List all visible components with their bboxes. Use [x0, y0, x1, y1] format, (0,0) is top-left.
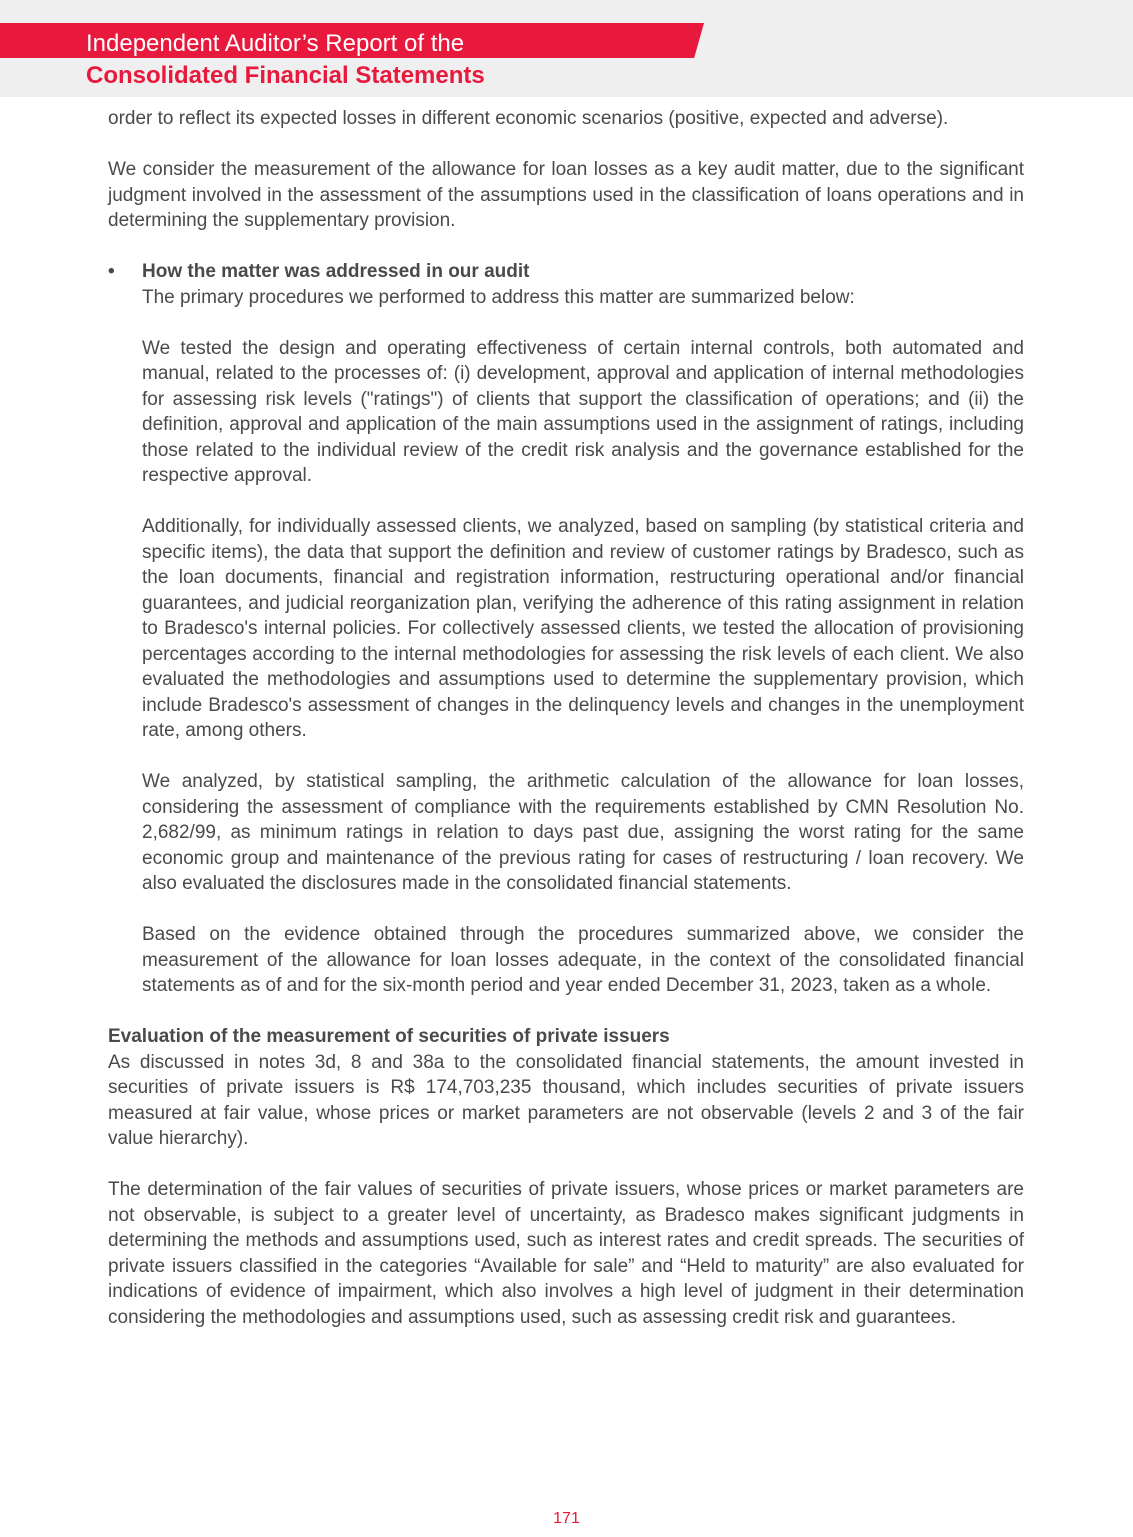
page-number: 171 [553, 1510, 580, 1527]
paragraph: We tested the design and operating effectiveness of certain internal controls, both automated and manual, related to the processes of: (i) development, approval and application of internal methodologies for assessing risk levels ("ratings") of clients that support the classification of operations; and (ii) the definition, approval and application of the main assumptions used in the assignment of ratings, including those related to the individual review of the credit risk analysis and the governance established for the respective approval. [142, 337, 1024, 486]
report-subtitle: Consolidated Financial Statements [86, 62, 485, 89]
paragraph: As discussed in notes 3d, 8 and 38a to the consolidated financial statements, the amount invested in securities of private issuers is R$ 174,703,235 thousand, which includes securities of private issuers measured at fair value, whose prices or market parameters are not observable (levels 2 and 3 of the fair value hierarchy). [108, 1051, 1024, 1149]
paragraph: Additionally, for individually assessed clients, we analyzed, based on sampling (by statistical criteria and specific items), the data that support the definition and review of customer ratings by Bradesco, such as the loan documents, financial and registration information, restructuring operational and/or financial guarantees, and judicial reorganization plan, verifying the adherence of this rating assignment in relation to Bradesco's internal policies. For collectively assessed clients, we tested the allocation of provisioning percentages according to the internal methodologies for assessing the risk levels of each client. We also evaluated the methodologies and assumptions used to determine the supplementary provision, which include Bradesco's assessment of changes in the delinquency levels and changes in the unemployment rate, among others. [142, 516, 1024, 741]
report-body [108, 106, 1024, 1356]
paragraph: Based on the evidence obtained through the procedures summarized above, we consider the measurement of the allowance for loan losses adequate, in the context of the consolidated financial statements as of and for the six-month period and year ended December 31, 2023, taken as a whole. [142, 924, 1024, 996]
paragraph: The primary procedures we performed to address this matter are summarized below: [142, 286, 855, 308]
bullet-icon: • [108, 261, 115, 282]
paragraph: order to reflect its expected losses in different economic scenarios (positive, expected and adverse). [108, 108, 949, 129]
report-title: Independent Auditor’s Report of the [86, 30, 465, 57]
paragraph: We consider the measurement of the allowance for loan losses as a key audit matter, due to the significant judgment involved in the assessment of the assumptions used in the classification of loans operations and in determining the supplementary provision. [108, 159, 1024, 231]
bullet-heading-text: How the matter was addressed in our audit [142, 261, 530, 282]
bullet-heading [108, 259, 1024, 285]
paragraph: We analyzed, by statistical sampling, the arithmetic calculation of the allowance for loan losses, considering the assessment of compliance with the requirements established by CMN Resolution No. 2,682/99, as minimum ratings in relation to days past due, assigning the worst rating for the same economic group and maintenance of the previous rating for cases of restructuring / loan recovery. We also evaluated the disclosures made in the consolidated financial statements. [142, 771, 1024, 894]
report-header [0, 0, 1133, 97]
audit-procedures-section [108, 259, 1024, 999]
paragraph: The determination of the fair values of securities of private issuers, whose prices or market parameters are not observable, is subject to a greater level of uncertainty, as Bradesco makes significant judgments in determining the methods and assumptions used, such as interest rates and credit spreads. The securities of private issuers classified in the categories “Available for sale” and “Held to maturity” are also evaluated for indications of evidence of impairment, which also involves a high level of judgment in their determination considering the methodologies and assumptions used, such as assessing credit risk and guarantees. [108, 1179, 1024, 1328]
section-heading: Evaluation of the measurement of securities of private issuers [108, 1026, 670, 1047]
